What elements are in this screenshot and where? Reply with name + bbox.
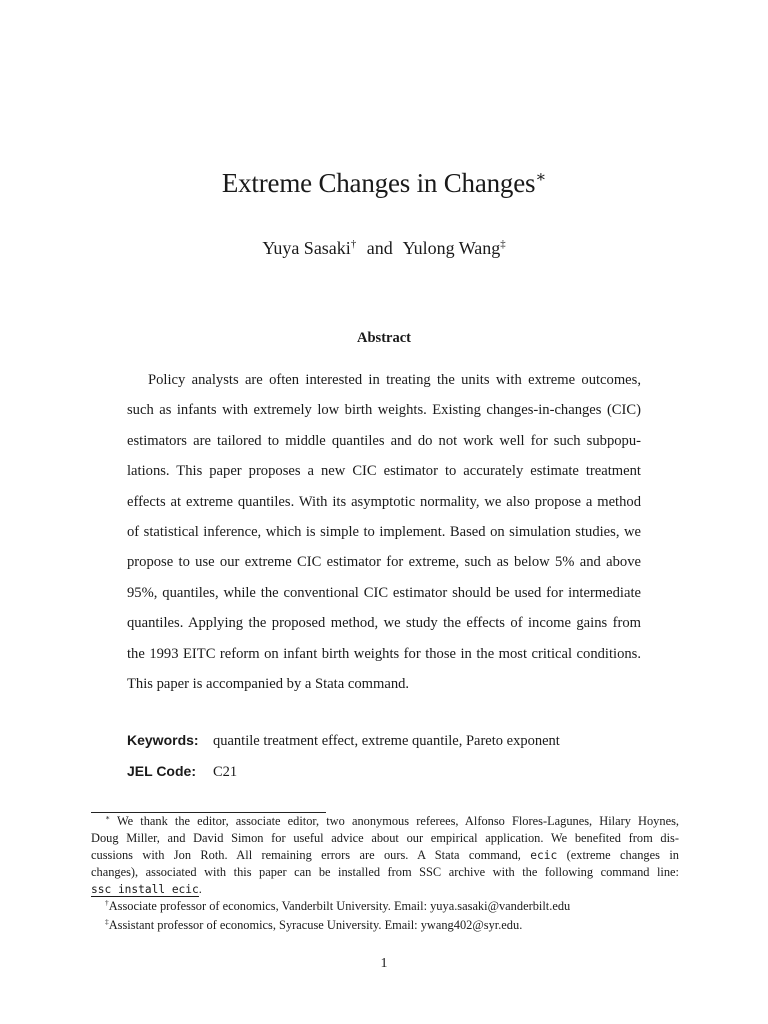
keywords-value: quantile treatment effect, extreme quantile, Pareto exponent: [213, 733, 560, 749]
footnote-line: [91, 813, 679, 830]
abstract-line: the 1993 EITC reform on infant birth weights for those in the most critical conditions.: [127, 645, 641, 662]
keywords-label: Keywords:: [127, 732, 199, 748]
title-footnote-mark: ∗: [535, 168, 547, 186]
footnote-text: .: [198, 882, 202, 897]
footnote-line: [91, 881, 679, 899]
abstract-line: estimators are tailored to middle quantiles and do not work well for such subpopu-: [127, 432, 641, 449]
footnote-line: Doug Miller, and David Simon for useful advice about our empirical application. We benefited from dis-: [91, 830, 679, 845]
footnote-line: [91, 898, 679, 915]
footnote-line: changes), associated with this paper can be installed from SSC archive with the following command line:: [91, 865, 679, 880]
abstract-heading: Abstract: [357, 330, 411, 346]
author-line: [0, 238, 768, 259]
abstract-line: quantiles. Applying the proposed method, we study the effects of income gains from: [127, 615, 641, 632]
abstract-line: of statistical inference, which is simple to implement. Based on simulation studies, we: [127, 524, 641, 541]
footnote-mark: ‡: [105, 916, 109, 926]
author-2-name: Yulong Wang: [402, 238, 501, 258]
jel-code-label: JEL Code:: [127, 763, 196, 779]
title-text: Extreme Changes in Changes: [221, 168, 536, 198]
author-1-name: Yuya Sasaki: [262, 238, 351, 258]
page-number: 1: [380, 956, 388, 971]
abstract-line: such as infants with extremely low birth weights. Existing changes-in-changes (CIC): [127, 402, 641, 419]
footnote-text: (extreme changes in: [557, 847, 679, 862]
footnote-text: Assistant professor of economics, Syracuse University. Email: ywang402@syr.edu.: [108, 918, 523, 932]
author-1-mark: †: [350, 238, 357, 250]
footnote-acknowledgement: [91, 813, 679, 899]
footnote-author-1: [91, 898, 679, 915]
jel-code-row: [127, 763, 237, 781]
code-ecic: ecic: [530, 848, 558, 862]
footnote-text: Associate professor of economics, Vanderbilt University. Email: yuya.sasaki@vanderbilt.edu: [108, 899, 571, 913]
paper-title: [0, 168, 768, 199]
ssc-install-command-link[interactable]: ssc install ecic: [91, 883, 199, 897]
author-separator: and: [366, 238, 393, 258]
footnote-text: We thank the editor, associate editor, two anonymous referees, Alfonso Flores-Lagunes, Hilary Hoynes,: [110, 814, 679, 828]
abstract-line: propose to use our extreme CIC estimator for extreme, such as below 5% and above: [127, 554, 641, 571]
author-2-mark: ‡: [500, 238, 506, 250]
abstract-line: 95%, quantiles, while the conventional CIC estimator should be used for intermediate: [127, 584, 641, 601]
footnote-text: cussions with Jon Roth. All remaining errors are ours. A Stata command,: [91, 847, 531, 862]
footnote-line: [91, 847, 679, 865]
jel-code-value: C21: [213, 764, 238, 780]
abstract-line: effects at extreme quantiles. With its asymptotic normality, we also propose a method: [127, 493, 641, 510]
footnote-line: [91, 917, 679, 934]
abstract-body: [127, 365, 641, 699]
footnote-mark: ∗: [105, 812, 111, 822]
footnote-author-2: [91, 917, 679, 934]
keywords-row: [127, 732, 560, 750]
abstract-line: This paper is accompanied by a Stata command.: [127, 676, 410, 693]
abstract-line: lations. This paper proposes a new CIC estimator to accurately estimate treatment: [127, 463, 641, 480]
footnote-mark: †: [105, 897, 109, 907]
abstract-line: Policy analysts are often interested in treating the units with extreme outcomes,: [148, 372, 641, 388]
